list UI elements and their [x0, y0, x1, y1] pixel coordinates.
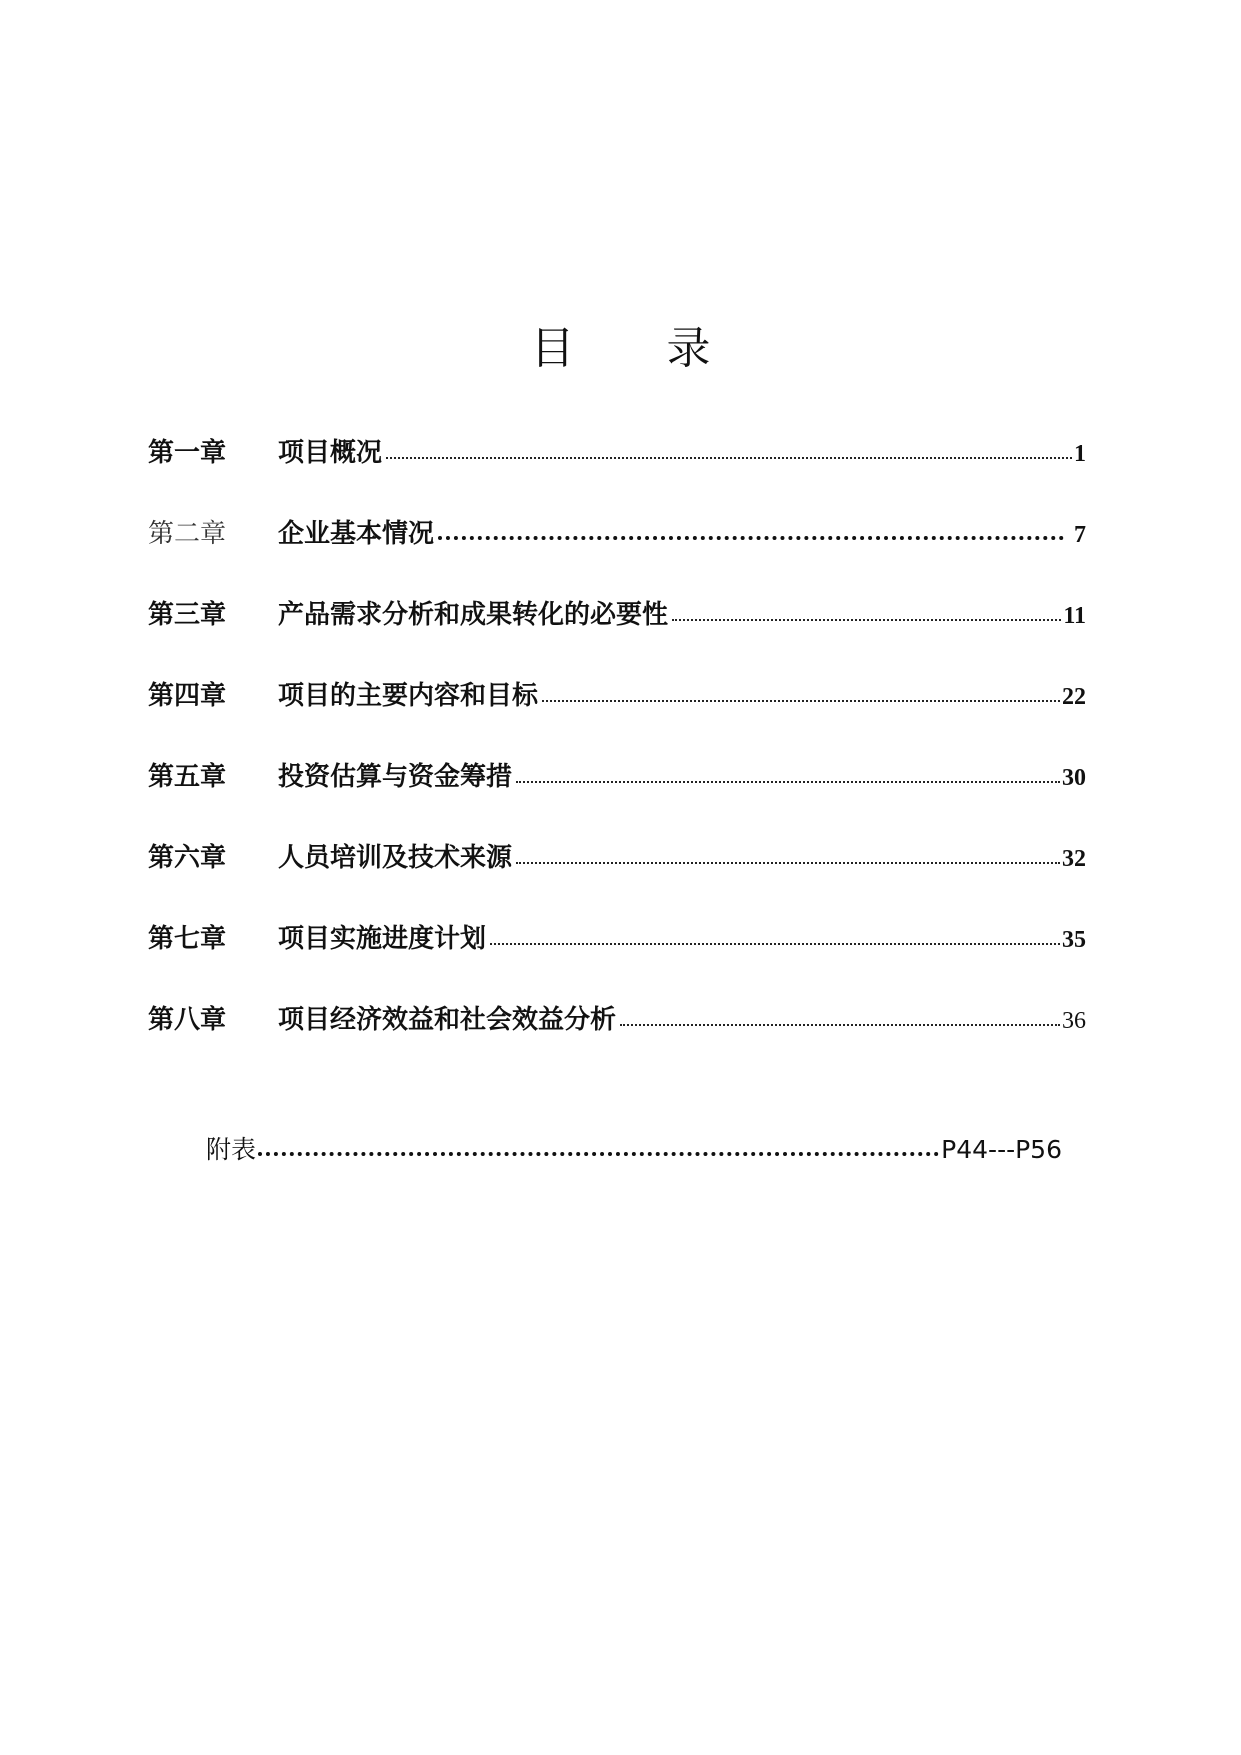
chapter-title: 项目的主要内容和目标 — [278, 681, 539, 711]
toc-entry-body — [278, 432, 1086, 469]
dot-leader — [386, 456, 1072, 459]
chapter-title: 投资估算与资金筹措 — [278, 762, 513, 792]
appendix-page-range: P44---P56 — [941, 1135, 1062, 1164]
page-number: 30 — [1062, 765, 1086, 791]
dot-leader — [516, 861, 1060, 864]
chapter-label: 第四章 — [148, 681, 227, 711]
chapter-label: 第二章 — [148, 519, 227, 549]
toc-entry-4[interactable] — [148, 675, 1086, 756]
page-number: 36 — [1062, 1008, 1086, 1034]
page-number: 1 — [1074, 441, 1086, 467]
chapter-title: 项目实施进度计划 — [278, 924, 487, 954]
dot-leader — [672, 618, 1061, 621]
toc-entry-body — [278, 918, 1086, 955]
dot-leader — [490, 942, 1060, 945]
page-number: 11 — [1063, 603, 1086, 629]
toc-entry-body — [278, 999, 1086, 1036]
chapter-label: 第五章 — [148, 762, 227, 792]
page-number: 35 — [1062, 927, 1086, 953]
chapter-title: 项目经济效益和社会效益分析 — [278, 1005, 617, 1035]
appendix-label: 附表 — [206, 1135, 257, 1164]
page-number: 32 — [1062, 846, 1086, 872]
toc-entry-7[interactable] — [148, 918, 1086, 999]
toc-entry-body — [278, 837, 1086, 874]
chapter-title: 人员培训及技术来源 — [278, 843, 513, 873]
dot-leader — [258, 1151, 939, 1156]
chapter-title: 产品需求分析和成果转化的必要性 — [278, 600, 669, 630]
dot-leader — [542, 699, 1060, 702]
page-title-char-2: 录 — [666, 323, 711, 374]
appendix-entry[interactable] — [206, 1130, 1062, 1166]
toc-entry-3[interactable] — [148, 594, 1086, 675]
page-number: 22 — [1062, 684, 1086, 710]
toc-entry-body — [278, 756, 1086, 793]
chapter-label: 第一章 — [148, 438, 227, 468]
toc-entry-6[interactable] — [148, 837, 1086, 918]
chapter-label: 第八章 — [148, 1005, 227, 1035]
toc-entry-1[interactable] — [148, 432, 1086, 513]
chapter-title: 企业基本情况 — [278, 519, 435, 549]
toc-entry-5[interactable] — [148, 756, 1086, 837]
table-of-contents — [148, 432, 1086, 1080]
toc-entry-body — [278, 594, 1086, 631]
dot-leader — [516, 780, 1060, 783]
page-number: 7 — [1074, 522, 1086, 548]
toc-entry-2[interactable] — [148, 513, 1086, 594]
dot-leader — [438, 535, 1064, 540]
toc-entry-8[interactable] — [148, 999, 1086, 1080]
chapter-title: 项目概况 — [278, 438, 383, 468]
chapter-label: 第六章 — [148, 843, 227, 873]
chapter-label: 第七章 — [148, 924, 227, 954]
toc-entry-body — [278, 513, 1086, 550]
page-title — [0, 312, 1241, 376]
dot-leader — [620, 1023, 1060, 1026]
page-title-char-1: 目 — [530, 323, 575, 374]
toc-entry-body — [278, 675, 1086, 712]
chapter-label: 第三章 — [148, 600, 227, 630]
